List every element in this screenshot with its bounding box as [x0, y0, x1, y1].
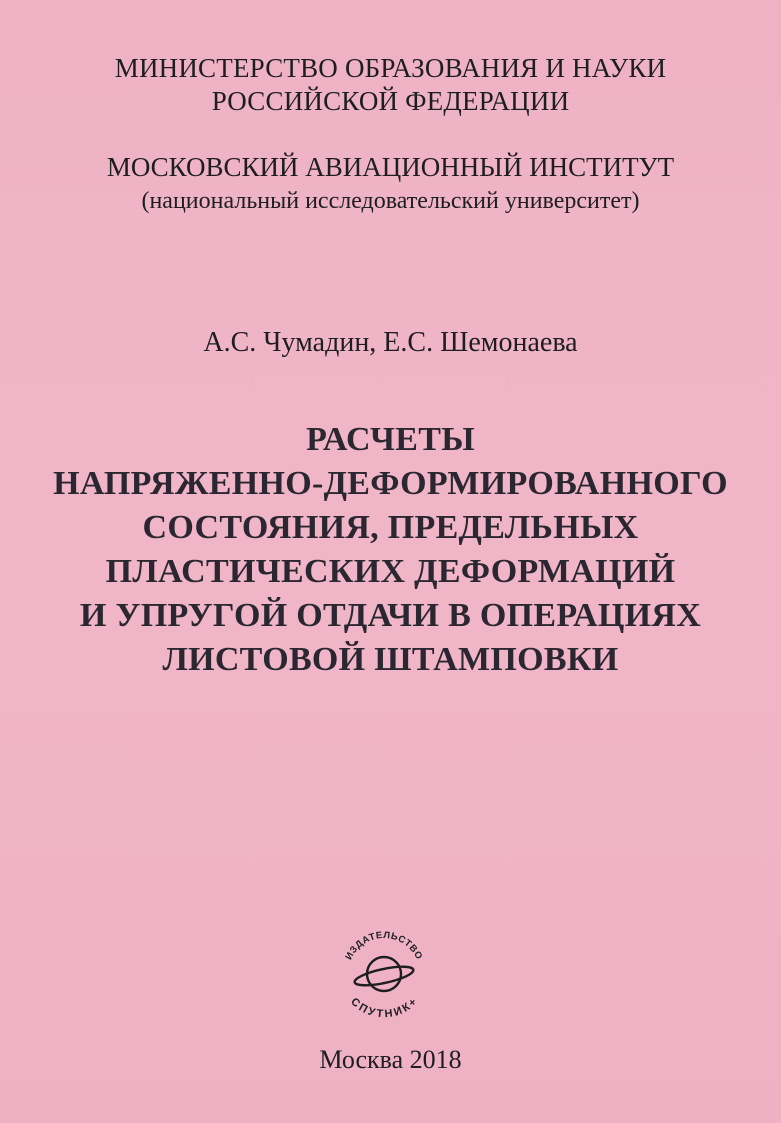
ministry-line-2: РОССИЙСКОЙ ФЕДЕРАЦИИ [211, 86, 570, 116]
title-line: РАСЧЕТЫ [306, 421, 475, 458]
ministry-header [0, 52, 781, 118]
title-line: ЛИСТОВОЙ ШТАМПОВКИ [162, 641, 619, 678]
institute-subtitle: (национальный исследовательский университет) [141, 188, 640, 214]
title-line: НАПРЯЖЕННО-ДЕФОРМИРОВАННОГО [53, 465, 728, 502]
svg-text:СПУТНИК+ [348, 996, 420, 1018]
institute-name: МОСКОВСКИЙ АВИАЦИОННЫЙ ИНСТИТУТ [106, 152, 675, 182]
publisher-top-text: ИЗДАТЕЛЬСТВО [343, 929, 425, 962]
title-line: И УПРУГОЙ ОТДАЧИ В ОПЕРАЦИЯХ [79, 597, 702, 634]
ministry-line-1: МИНИСТЕРСТВО ОБРАЗОВАНИЯ И НАУКИ [114, 53, 667, 83]
publisher-logo [336, 922, 432, 1018]
imprint: Москва 2018 [319, 1045, 462, 1074]
title-line: СОСТОЯНИЯ, ПРЕДЕЛЬНЫХ [142, 509, 639, 546]
planet-icon [353, 957, 415, 991]
publisher-bottom-text: СПУТНИК+ [348, 995, 420, 1018]
book-title [0, 418, 781, 682]
institute-header [0, 150, 781, 218]
title-line: ПЛАСТИЧЕСКИХ ДЕФОРМАЦИЙ [105, 553, 676, 590]
authors: А.С. Чумадин, Е.С. Шемонаева [203, 327, 578, 358]
